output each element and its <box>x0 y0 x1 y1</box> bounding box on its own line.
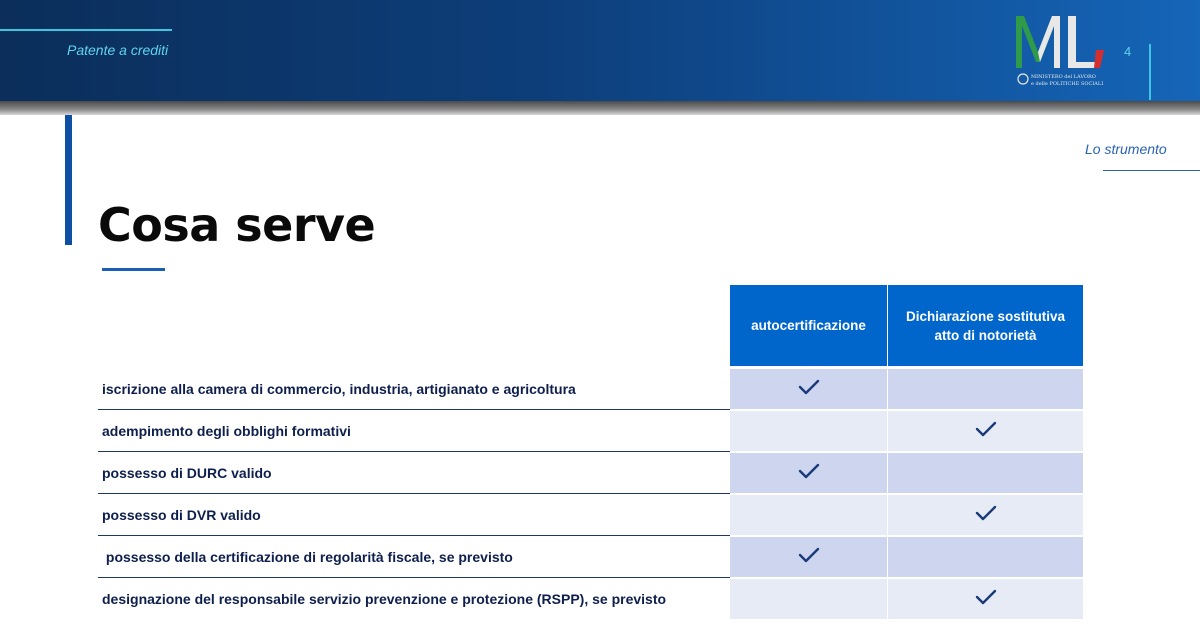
table-cell-autocertificazione <box>730 537 887 577</box>
section-underline <box>1103 170 1200 171</box>
header-subtitle: Patente a crediti <box>67 42 169 58</box>
table-cell-dichiarazione <box>888 495 1083 535</box>
column-header-dichiarazione: Dichiarazione sostitutiva atto di notorietà <box>888 285 1083 366</box>
table-row-label: iscrizione alla camera di commercio, industria, artigianato e agricoltura <box>98 368 730 410</box>
title-accent-bar <box>65 115 72 245</box>
table-cell-dichiarazione <box>888 537 1083 577</box>
check-icon <box>798 547 820 568</box>
check-icon <box>975 421 997 442</box>
ministry-logo <box>1012 10 1108 90</box>
header-vertical-line <box>1149 44 1151 100</box>
table-cell-dichiarazione <box>888 453 1083 493</box>
page-number: 4 <box>1124 44 1132 59</box>
table-cell-autocertificazione <box>730 579 887 619</box>
title-underline <box>102 268 165 271</box>
table-cell-autocertificazione <box>730 495 887 535</box>
table-cell-autocertificazione <box>730 369 887 409</box>
table-cell-dichiarazione <box>888 369 1083 409</box>
table-row-label: possesso di DVR valido <box>98 494 730 536</box>
page-title: Cosa serve <box>98 198 376 252</box>
table-cell-autocertificazione <box>730 411 887 451</box>
header-accent-line <box>0 29 172 31</box>
check-icon <box>798 379 820 400</box>
check-icon <box>798 463 820 484</box>
section-label: Lo strumento <box>1085 141 1167 157</box>
header-shadow <box>0 101 1200 115</box>
table-row-label: adempimento degli obblighi formativi <box>98 410 730 452</box>
check-icon <box>975 505 997 526</box>
logo-text-line2: e delle POLITICHE SOCIALI <box>1031 81 1104 87</box>
column-header-autocertificazione: autocertificazione <box>730 285 887 366</box>
table-cell-dichiarazione <box>888 579 1083 619</box>
logo-text-line1: MINISTERO del LAVORO <box>1031 74 1096 80</box>
table-row-label: possesso della certificazione di regolarità fiscale, se previsto <box>98 536 730 578</box>
table-row-label: designazione del responsabile servizio prevenzione e protezione (RSPP), se previsto <box>102 591 667 607</box>
table-cell-autocertificazione <box>730 453 887 493</box>
table-cell-dichiarazione <box>888 411 1083 451</box>
table-row-label: possesso di DURC valido <box>98 452 730 494</box>
check-icon <box>975 589 997 610</box>
